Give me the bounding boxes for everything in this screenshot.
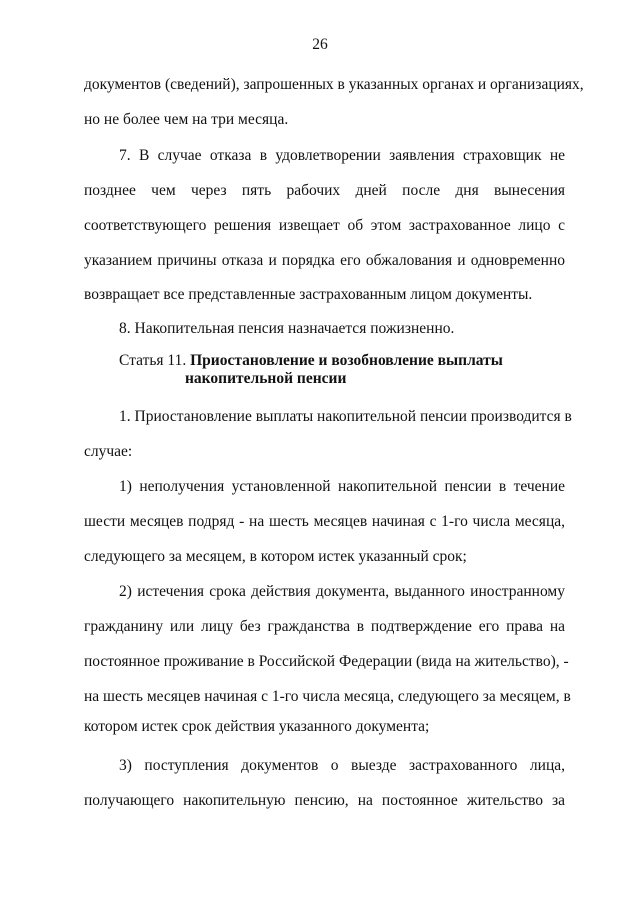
paragraph-7-line-3: соответствующего решения извещает об этом застрахованное лицо с [84,217,565,234]
article-11-paragraph-1-line-1: 1. Приостановление выплаты накопительной пенсии производится в [119,408,572,425]
subitem-1-line-2: шести месяцев подряд - на шесть месяцев начиная с 1-го числа месяца, [84,513,565,530]
page-number: 26 [312,36,328,53]
subitem-2-line-4: на шесть месяцев начиная с 1-го числа месяца, следующего за месяцем, в [84,688,571,705]
article-label: Статья 11. [119,352,187,369]
article-title-line-1: Приостановление и возобновление выплаты [190,352,503,369]
paragraph-7-line-4: указанием причины отказа и порядка его обжалования и одновременно [84,252,565,269]
text-line: но не более чем на три месяца. [84,111,289,128]
subitem-2-line-5: котором истек срок действия указанного документа; [84,718,430,735]
subitem-2-line-1: 2) истечения срока действия документа, выданного иностранному [119,583,565,600]
subitem-3-line-1: 3) поступления документов о выезде застрахованного лица, [119,757,565,774]
text-line: документов (сведений), запрошенных в указанных органах и организациях, [84,76,584,93]
subitem-2-line-2: гражданину или лицу без гражданства в подтверждение его права на [84,618,565,635]
article-heading [119,352,503,370]
subitem-1-line-3: следующего за месяцем, в котором истек указанный срок; [84,548,467,565]
subitem-1-line-1: 1) неполучения установленной накопительной пенсии в течение [119,478,565,495]
paragraph-8: 8. Накопительная пенсия назначается пожизненно. [119,320,455,337]
paragraph-7-line-1: 7. В случае отказа в удовлетворении заявления страховщик не [119,147,565,164]
article-11-paragraph-1-line-2: случае: [84,443,133,460]
paragraph-7-line-5: возвращает все представленные застрахованным лицом документы. [84,286,533,303]
article-title-line-2: накопительной пенсии [185,370,347,387]
subitem-3-line-2: получающего накопительную пенсию, на постоянное жительство за [84,792,565,809]
subitem-2-line-3: постоянное проживание в Российской Федерации (вида на жительство), - [84,653,569,670]
paragraph-7-line-2: позднее чем через пять рабочих дней после дня вынесения [84,182,565,199]
